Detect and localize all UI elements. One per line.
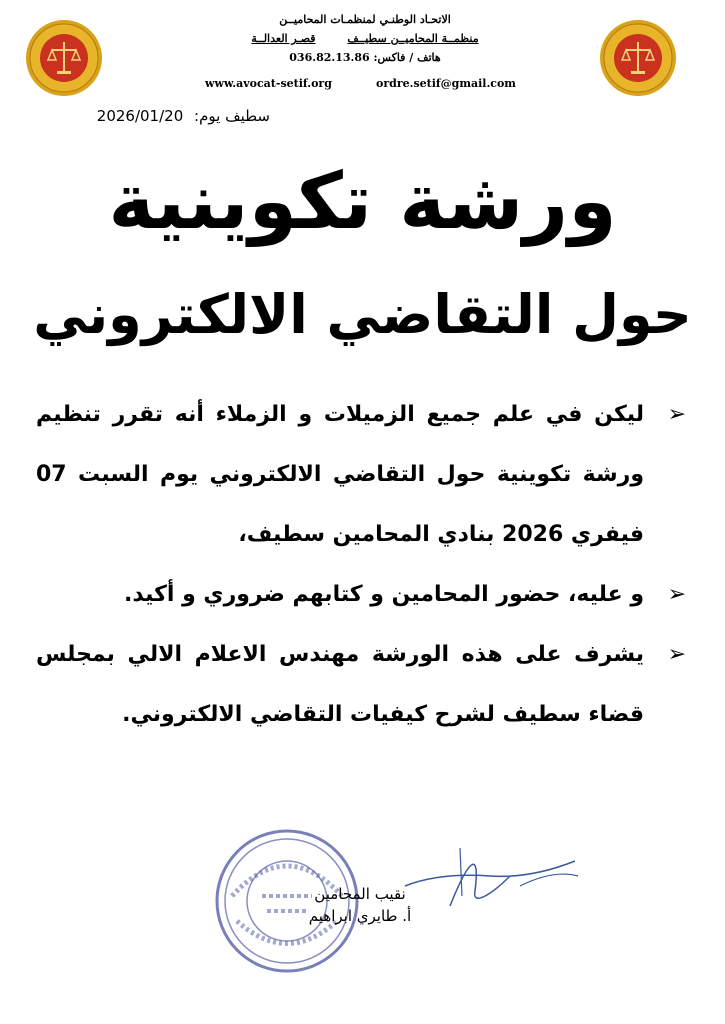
arrow-bullet-icon: ➢ xyxy=(667,582,686,607)
phone-label: هاتف / فاكس: xyxy=(373,51,441,64)
date-line xyxy=(70,107,270,125)
arrow-bullet-icon: ➢ xyxy=(667,402,686,427)
bar-association-logo xyxy=(598,18,678,98)
bar-association-logo xyxy=(24,18,104,98)
page-subtitle: حول التقاضي الالكتروني xyxy=(33,283,692,346)
paragraph-text: يشرف على هذه الورشة مهندس الاعلام الالي بمجلس قضاء سطيف لشرح كيفيات التقاضي الالكتروني. xyxy=(36,642,644,727)
signatory-name: أ. طايري ابراهيم xyxy=(308,907,412,925)
paragraph xyxy=(36,625,686,745)
organization-row xyxy=(200,29,530,48)
national-union-name: الاتحـاد الوطنـي لمنظمـات المحاميــن xyxy=(279,13,451,26)
paragraph xyxy=(36,385,686,565)
phone-row xyxy=(200,48,530,67)
letterhead xyxy=(0,0,725,100)
local-bar-name: منظمــة المحاميــن سطيــف xyxy=(347,32,479,45)
organization-info xyxy=(200,10,530,67)
signatory-block xyxy=(290,883,430,927)
paragraph-text: ليكن في علم جميع الزميلات و الزملاء أنه تقرر تنظيم ورشة تكوينية حول التقاضي الالكتروني يوم السبت 07 فيفري 2026 بنادي المحامين سطيف، xyxy=(36,402,644,547)
court-name: قصـر العدالــة xyxy=(251,32,316,45)
email-link[interactable]: ordre.setif@gmail.com xyxy=(376,77,516,90)
paragraph-text: و عليه، حضور المحامين و كتابهم ضروري و أكيد. xyxy=(124,582,644,607)
date-label: سطيف يوم: xyxy=(194,107,270,125)
arrow-bullet-icon: ➢ xyxy=(667,642,686,667)
paragraph xyxy=(36,565,686,625)
page-title: ورشة تكوينية xyxy=(108,157,617,247)
website-link[interactable]: www.avocat-setif.org xyxy=(205,77,332,90)
announcement-body xyxy=(36,385,686,745)
signatory-title: نقيب المحامين xyxy=(314,885,406,903)
date-value: 2026/01/20 xyxy=(96,107,184,125)
phone-number: 036.82.13.86 xyxy=(289,51,370,64)
